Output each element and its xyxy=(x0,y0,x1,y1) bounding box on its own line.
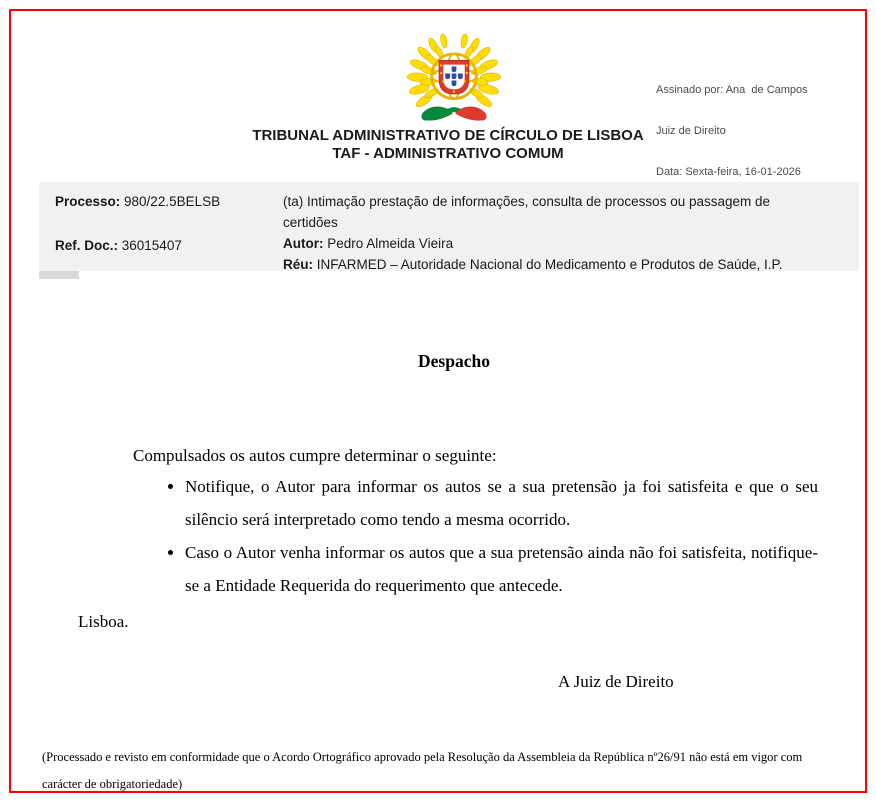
footer-note: (Processado e revisto em conformidade que o Acordo Ortográfico aprovado pela Resolução da Assembleia da República nº26/91 não está em vigor com carácter de obrigatoriedade) xyxy=(42,750,803,791)
ref-doc-label: Ref. Doc.: xyxy=(55,238,119,253)
autor-value: Pedro Almeida Vieira xyxy=(323,236,454,251)
intro-paragraph: Compulsados os autos cumpre determinar o seguinte: xyxy=(133,446,497,465)
processo-row xyxy=(55,191,283,212)
bullet-item: • Caso o Autor venha informar os autos que a sua pretensão ainda não foi satisfeita, notifique-se a Entidade Requerida do requerimento que antecede. xyxy=(185,536,818,602)
reu-row xyxy=(283,254,803,275)
signature-date: Data: Sexta-feira, 16-01-2026 xyxy=(656,165,801,178)
case-info-band xyxy=(39,182,859,271)
autor-row xyxy=(283,233,803,254)
order-bullet-list xyxy=(160,470,818,602)
processo-value: 980/22.5BELSB xyxy=(120,194,221,209)
ribbon xyxy=(422,107,487,120)
case-band-shadow-step xyxy=(39,271,79,279)
document-heading: Despacho xyxy=(418,351,490,371)
court-title xyxy=(20,124,876,163)
signature-role: Juiz de Direito xyxy=(656,124,726,137)
shield xyxy=(439,60,469,94)
case-band-right-column xyxy=(283,191,803,271)
ref-doc-value: 36015407 xyxy=(118,238,182,253)
judge-signature-line: A Juiz de Direito xyxy=(558,672,674,691)
case-subject: (ta) Intimação prestação de informações, consulta de processos ou passagem de certidões xyxy=(283,194,771,230)
ref-doc-row xyxy=(55,235,283,256)
court-title-line2: TAF - ADMINISTRATIVO COMUM xyxy=(332,145,564,162)
reu-value: INFARMED – Autoridade Nacional do Medicamento e Produtos de Saúde, I.P. xyxy=(313,257,783,272)
court-title-line1: TRIBUNAL ADMINISTRATIVO DE CÍRCULO DE LISBOA xyxy=(252,127,644,144)
portuguese-coat-of-arms-icon xyxy=(398,33,510,127)
signature-signer: Assinado por: Ana de Campos xyxy=(656,84,808,97)
case-band-left-column xyxy=(55,191,283,271)
city-line: Lisboa. xyxy=(78,612,129,631)
bullet-item: • Notifique, o Autor para informar os autos se a sua pretensão ja foi satisfeita e que o seu silêncio será interpretado como tendo a mesma ocorrido. xyxy=(185,470,818,536)
reu-label: Réu: xyxy=(283,257,313,272)
processo-label: Processo: xyxy=(55,194,121,209)
autor-label: Autor: xyxy=(283,236,324,251)
